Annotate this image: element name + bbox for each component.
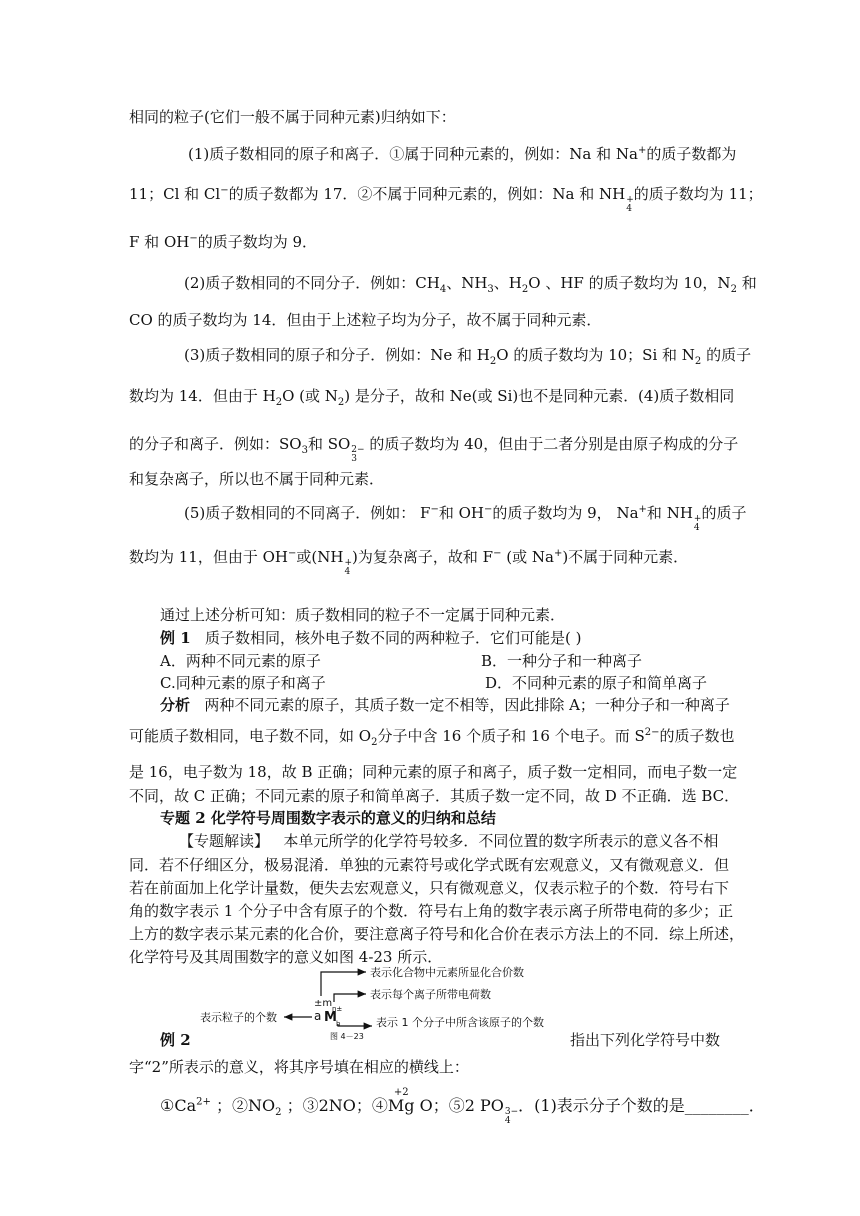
arrow-atoms <box>338 1024 372 1026</box>
figure-caption: 图 4－23 <box>330 1032 364 1040</box>
example2-label: 例 2 <box>160 1031 191 1049</box>
topic2-title: 专题 2 化学符号周围数字表示的意义的归纳和总结 <box>160 809 496 827</box>
example2-formulas: $①Ca^{2+}$ ；$②NO_2$ ；③2NO；④ +2 Mg O；⑤2 PO 3− 4 ．(1)表示分子个数的是________． <box>160 1087 765 1126</box>
analysis-line3: 是 16，电子数为 18，故 B 正确；同种元素的原子和离子，质子数一定相同，而电子数一定 <box>129 763 738 781</box>
option-d: D．不同种元素的原子和简单离子 <box>485 674 708 692</box>
symbol-pm: ±m <box>314 998 333 1009</box>
p3-line3: 的分子和离子．例如：$SO_3$和 SO 2− 3 的质子数均为 40，但由于二者分别是由原子构成的分子 <box>129 435 739 464</box>
topic2-line1: 【专题解读】 本单元所学的化学符号较多．不同位置的数字所表示的意义各不相 <box>179 832 719 850</box>
option-a: A．两种不同元素的原子 <box>160 652 321 670</box>
label-charge: 表示每个离子所带电荷数 <box>370 988 491 1001</box>
topic2-line4: 角的数字表示 1 个分子中含有原子的个数．符号右上角的数字表示离子所带电荷的多少；正 <box>129 902 734 920</box>
label-valence: 表示化合物中元素所显化合价数 <box>370 966 524 979</box>
arrow-charge <box>334 994 366 1002</box>
topic2-line2: 同．若不仔细区分，极易混淆．单独的元素符号或化学式既有宏观意义，又有微观意义．但 <box>129 856 730 874</box>
example2-line2: 字“2”所表示的意义，将其序号填在相应的横线上： <box>129 1058 469 1076</box>
p2-line2: CO 的质子数均为 14．但由于上述粒子均为分子，故不属于同种元素． <box>129 311 602 329</box>
symbol-a: a <box>314 1009 322 1023</box>
figure-4-23 <box>196 960 566 1040</box>
p1-line2: 11；Cl 和 Cl−的质子数都为 17．②不属于同种元素的，例如：Na 和 NH + 4 的质子数均为 11； <box>129 185 763 214</box>
p2-line1: (2)质子数相同的不同分子．例如：$CH_4$、$NH_3$、$H_2O$ 、HF 的质子数均为 10，$N_2$ 和 <box>184 274 757 295</box>
p5-line1: (5)质子数相同的不同离子．例如： F−和 OH−的质子数均为 9， Na+和 NH + 4 的质子 <box>184 504 747 533</box>
p1-line3: F 和 OH−的质子数均为 9． <box>129 233 318 251</box>
label-count: 表示粒子的个数 <box>200 1011 277 1024</box>
topic2-line6: 化学符号及其周围数字的意义如图 4-23 所示． <box>129 948 443 966</box>
example2-line1: 指出下列化学符号中数 <box>570 1031 721 1049</box>
analysis-line1: 分析 两种不同元素的原子，其质子数一定不相等，因此排除 A；一种分子和一种离子 <box>160 696 730 714</box>
p3-line2: 数均为 14．但由于 $H_2O$ (或 $N_2$) 是分子，故和 Ne(或 Si)也不是同种元素． <box>129 387 639 408</box>
analysis-line4: 不同，故 C 正确；不同元素的原子和简单离子．其质子数一定不同，故 D 不正确．选 BC． <box>129 787 740 805</box>
conclusion: 通过上述分析可知：质子数相同的粒子不一定属于同种元素． <box>160 606 566 624</box>
topic2-line3: 若在前面加上化学计量数，便失去宏观意义，只有微观意义，仅表示粒子的个数．符号右下 <box>129 879 730 897</box>
p3-line1: (3)质子数相同的原子和分子．例如：Ne 和 $H_2O$ 的质子数均为 10；Si 和 $N_2$ 的质子 <box>184 346 752 367</box>
option-c: C.同种元素的原子和离子 <box>160 674 326 692</box>
label-atoms: 表示 1 个分子中所含该原子的个数 <box>376 1016 544 1029</box>
topic2-line5: 上方的数字表示某元素的化合价，要注意离子符号和化合价在表示方法上的不同．综上所述， <box>129 925 745 943</box>
analysis-line2: 可能质子数相同，电子数不同，如 $O_2$分子中含 16 个质子和 16 个电子。而 $S^{2-}$的质子数也 <box>129 727 735 748</box>
p3-line4: 和复杂离子，所以也不属于同种元素． <box>129 470 385 488</box>
arrow-valence <box>321 972 366 996</box>
symbol-M: M <box>324 1010 337 1025</box>
symbol-b: b <box>336 1020 341 1028</box>
p4-start: (4)质子数相同 <box>638 387 735 405</box>
intro-line: 相同的粒子(它们一般不属于同种元素)归纳如下： <box>129 108 456 126</box>
symbol-n: n± <box>332 1005 343 1013</box>
p1-line1: (1)质子数相同的原子和离子．①属于同种元素的，例如：Na 和 Na+的质子数都为 <box>188 145 737 163</box>
p5-line2: 数均为 11，但由于 OH−或(NH + 4 )为复杂离子，故和 F− (或 Na+)不属于同种元素． <box>129 548 689 577</box>
example1-question: 例 1 质子数相同，核外电子数不同的两种粒子．它们可能是( ) <box>160 629 582 647</box>
option-b: B．一种分子和一种离子 <box>481 652 643 670</box>
